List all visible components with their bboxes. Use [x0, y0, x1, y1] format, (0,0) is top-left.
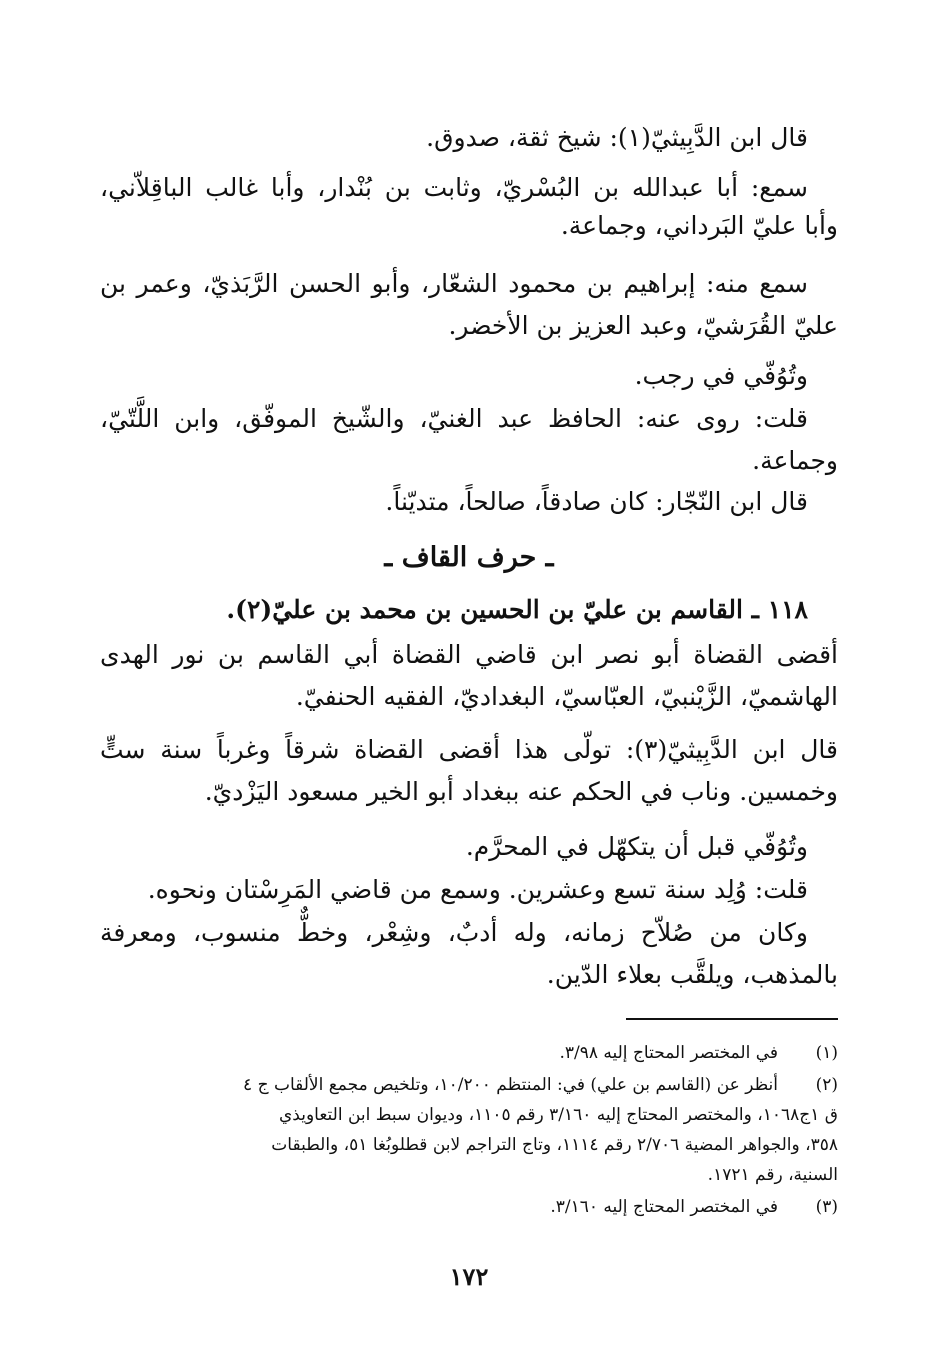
section-heading: ـ حرف القاف ـ: [384, 542, 554, 573]
footnote-number: (١): [815, 1043, 838, 1063]
body-line-9: قال ابن النّجّار: كان صادقاً، صالحاً، متديّناً.: [385, 487, 808, 516]
footnote-text: في المختصر المحتاج إليه ٣/١٦٠.: [550, 1197, 778, 1217]
body-line-1: قال ابن الدَّبِيثيّ(١): شيخ ثقة، صدوق.: [426, 123, 808, 152]
entry-line-2: الهاشميّ، الزَّيْنبيّ، العبّاسيّ، البغداديّ، الفقيه الحنفيّ.: [295, 682, 838, 711]
footnote-2-continuation-1: ق ١ج١٠٦٨، والمختصر المحتاج إليه ٣/١٦٠ رقم ١١٠٥، وديوان سبط ابن التعاويذي: [278, 1105, 838, 1125]
footnote-number: (٣): [815, 1197, 838, 1217]
body-line-5: عليّ القُرَشيّ، وعبد العزيز بن الأخضر.: [448, 311, 838, 340]
entry-line-1: أقضى القضاة أبو نصر ابن قاضي القضاة أبي القاسم بن نور الهدى: [100, 640, 838, 669]
footnote-text: أنظر عن (القاسم بن علي) في: المنتظم ١٠/٢٠٠، وتلخيص مجمع الألقاب ج ٤: [243, 1075, 778, 1095]
entry-line-8: بالمذهب، ويلقَّب بعلاء الدّين.: [546, 960, 838, 989]
footnote-2-continuation-3: السنية، رقم ١٧٢١.: [707, 1165, 838, 1185]
footnote-text: في المختصر المحتاج إليه ٣/٩٨.: [559, 1043, 778, 1063]
entry-line-4: وخمسين. وناب في الحكم عنه ببغداد أبو الخير مسعود اليَزْديّ.: [204, 777, 838, 806]
body-line-7: قلت: روى عنه: الحافظ عبد الغنيّ، والشّيخ الموفّق، وابن اللَّتّيّ،: [100, 404, 808, 433]
body-line-6: وتُوُفّي في رجب.: [634, 361, 808, 390]
page-number: ١٧٢: [449, 1262, 489, 1291]
entry-line-6: قلت: وُلِد سنة تسع وعشرين. وسمع من قاضي المَرِسْتان ونحوه.: [147, 875, 808, 904]
body-line-8: وجماعة.: [752, 446, 838, 475]
entry-line-5: وتُوُفّي قبل أن يتكهّل في المحرَّم.: [465, 832, 808, 861]
body-line-3: وأبا عليّ البَرداني، وجماعة.: [560, 211, 838, 240]
footnote-separator: [626, 1018, 838, 1020]
body-line-4: سمع منه: إبراهيم بن محمود الشعّار، وأبو الحسن الرَّبَذيّ، وعمر بن: [100, 269, 808, 298]
entry-title: ١١٨ ـ القاسم بن عليّ بن الحسين بن محمد بن عليّ(٢).: [226, 595, 808, 624]
footnote-2-continuation-2: ٣٥٨، والجواهر المضية ٢/٧٠٦ رقم ١١١٤، وتاج التراجم لابن قطلوبُغا ٥١، والطبقات: [271, 1135, 838, 1155]
footnote-number: (٢): [815, 1075, 838, 1095]
entry-line-3: قال ابن الدَّبِيثيّ(٣): تولّى هذا أقضى القضاة شرقاً وغرباً سنة ستٍّ: [100, 735, 838, 764]
body-line-2: سمع: أبا عبدالله بن البُسْريّ، وثابت بن بُنْدار، وأبا غالب الباقِلاّني،: [100, 173, 808, 202]
entry-line-7: وكان من صُلاّح زمانه، وله أدبٌ، وشِعْر، وخطٌّ منسوب، ومعرفة: [100, 918, 808, 947]
